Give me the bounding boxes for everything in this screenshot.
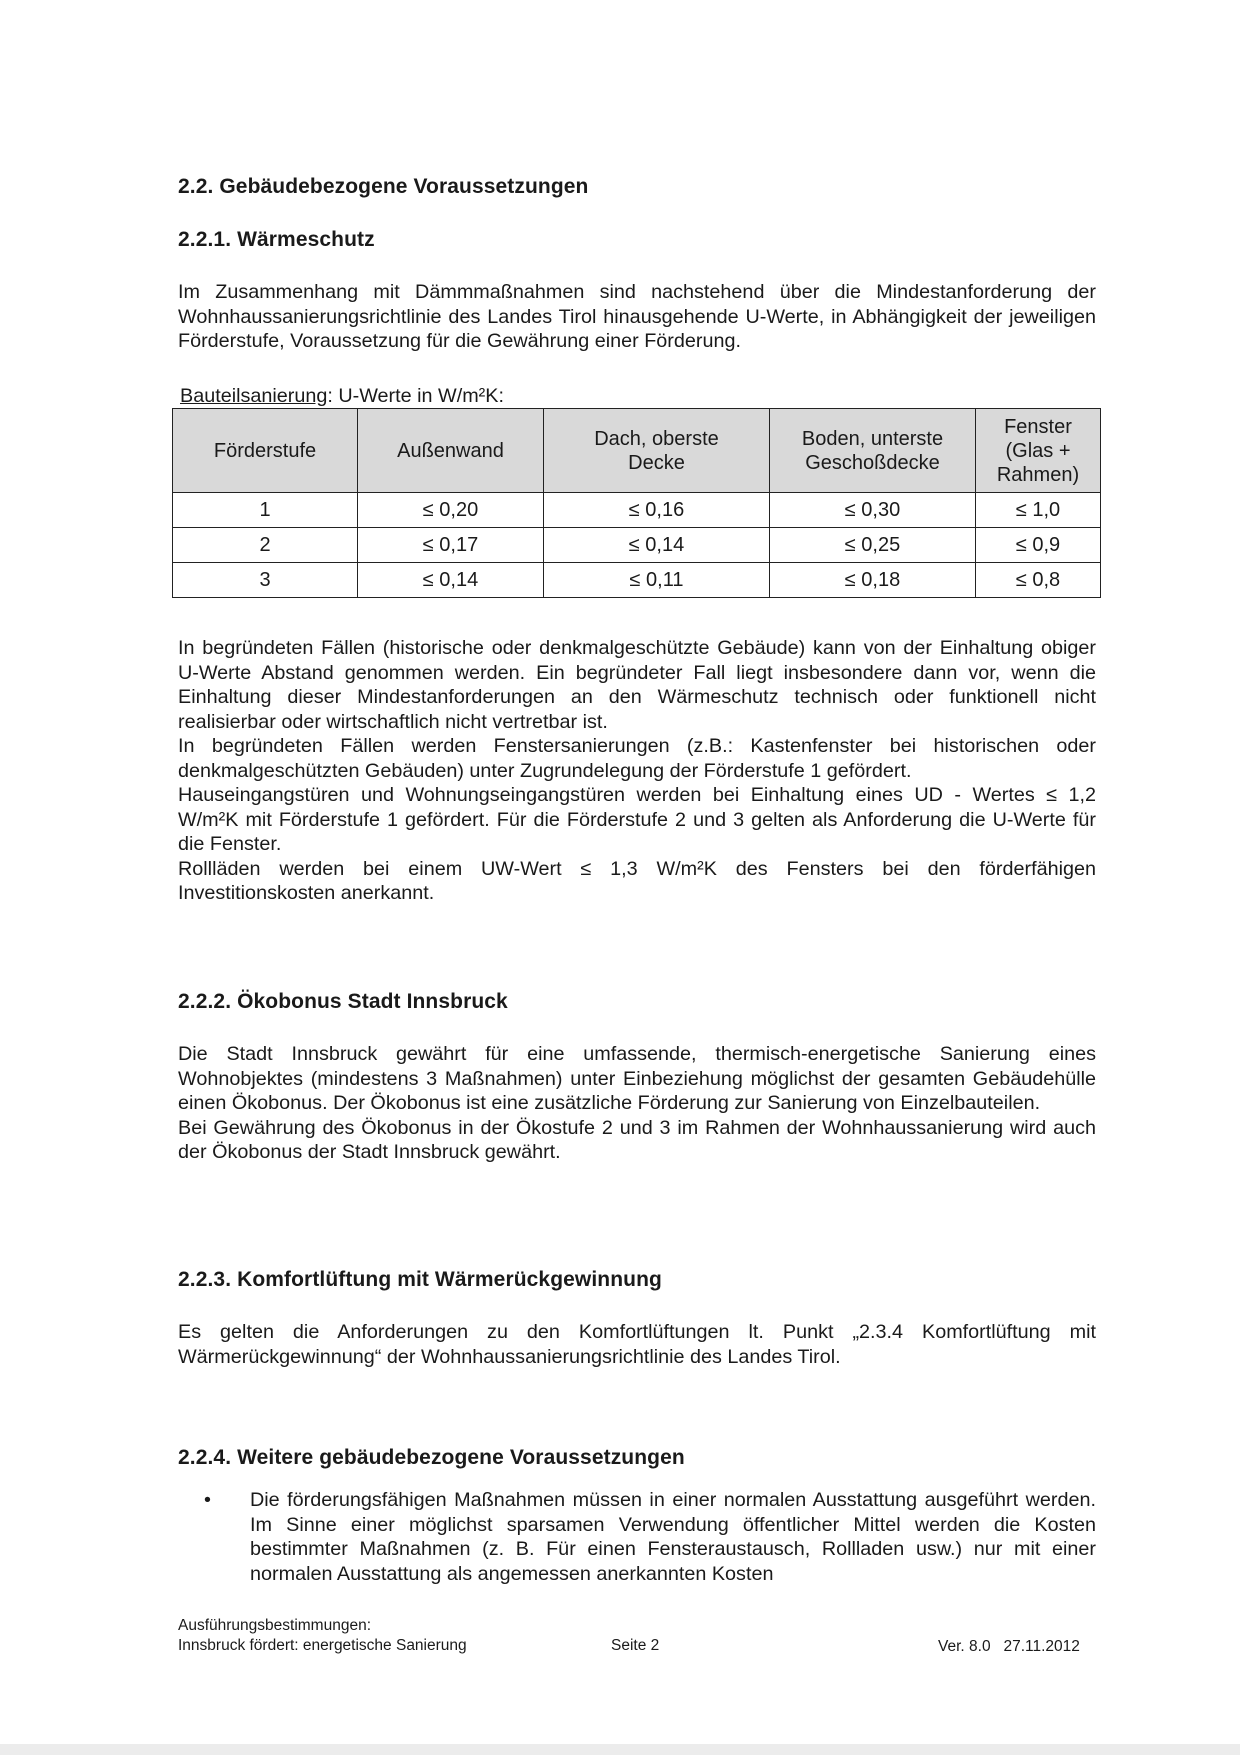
table-cell: ≤ 0,30 bbox=[770, 493, 976, 528]
table-row bbox=[173, 493, 1101, 528]
table-caption-underlined: Bauteilsanierung bbox=[180, 385, 328, 407]
paragraph-oekobonus-2: Bei Gewährung des Ökobonus in der Ökostufe 2 und 3 im Rahmen der Wohnhaussanierung wird auch der Ökobonus der Stadt Innsbruck gewährt. bbox=[178, 1116, 1096, 1163]
table-cell: ≤ 0,14 bbox=[544, 528, 770, 563]
table-caption-rest: : U-Werte in W/m²K: bbox=[327, 385, 504, 407]
heading-2-2-2: 2.2.2. Ökobonus Stadt Innsbruck bbox=[178, 990, 508, 1013]
table-cell: ≤ 0,17 bbox=[358, 528, 544, 563]
paragraph-eingangstueren: Hauseingangstüren und Wohnungseingangstüren werden bei Einhaltung eines UD - Wertes ≤ 1,2 W/m²K mit Förderstufe 1 gefördert. Für die Förderstufe 2 und 3 gelten als Anforderung die U-Werte für die Fenster. bbox=[178, 784, 1096, 855]
table-cell: ≤ 0,25 bbox=[770, 528, 976, 563]
list-item bbox=[178, 1488, 1096, 1586]
table-cell: 2 bbox=[173, 528, 358, 563]
table-cell: ≤ 0,8 bbox=[976, 563, 1101, 598]
table-cell: ≤ 0,11 bbox=[544, 563, 770, 598]
table-cell: ≤ 1,0 bbox=[976, 493, 1101, 528]
paragraph-rolllaeden: Rollläden werden bei einem UW-Wert ≤ 1,3 W/m²K des Fensters bei den förderfähigen Investitionskosten anerkannt. bbox=[178, 857, 1096, 904]
table-cell: ≤ 0,14 bbox=[358, 563, 544, 598]
heading-2-2: 2.2. Gebäudebezogene Voraussetzungen bbox=[178, 175, 589, 198]
paragraph-begruendete-faelle: In begründeten Fällen (historische oder denkmalgeschützte Gebäude) kann von der Einhaltung obiger U-Werte Abstand genommen werden. Ein begründeter Fall liegt insbesondere dann vor, wenn die Einhaltung dieser Mindestanforderungen an den Wärmeschutz technisch oder funktionell nicht realisierbar oder wirtschaftlich nicht vertretbar ist. bbox=[178, 637, 1096, 733]
table-cell: 1 bbox=[173, 493, 358, 528]
table-header-row bbox=[173, 409, 1101, 493]
footer-line-2: Innsbruck fördert: energetische Sanierung bbox=[178, 1637, 467, 1654]
scan-edge bbox=[0, 1744, 1240, 1755]
paragraph-fenstersanierungen: In begründeten Fällen werden Fenstersanierungen (z.B.: Kastenfenster bei historischen oder denkmalgeschützten Gebäuden) unter Zugrundelegung der Förderstufe 1 gefördert. bbox=[178, 735, 1096, 782]
table-header-cell: Dach, oberste Decke bbox=[544, 409, 770, 493]
u-value-table bbox=[172, 408, 1101, 598]
heading-2-2-4: 2.2.4. Weitere gebäudebezogene Voraussetzungen bbox=[178, 1446, 685, 1469]
paragraph-komfortlueftung: Es gelten die Anforderungen zu den Komfortlüftungen lt. Punkt „2.3.4 Komfortlüftung mit Wärmerückgewinnung“ der Wohnhaussanierungsrichtlinie des Landes Tirol. bbox=[178, 1321, 1096, 1368]
table-header-cell: Außenwand bbox=[358, 409, 544, 493]
table-row bbox=[173, 563, 1101, 598]
heading-2-2-3: 2.2.3. Komfortlüftung mit Wärmerückgewinnung bbox=[178, 1268, 662, 1291]
paragraph-waermeschutz-intro: Im Zusammenhang mit Dämmmaßnahmen sind nachstehend über die Mindestanforderung der Wohnhaussanierungsrichtlinie des Landes Tirol hinausgehende U-Werte, in Abhängigkeit der jeweiligen Förderstufe, Voraussetzung für die Gewährung einer Förderung. bbox=[178, 281, 1096, 352]
table-header-cell: Boden, unterste Geschoßdecke bbox=[770, 409, 976, 493]
footer-left bbox=[178, 1616, 467, 1656]
footer-line-1: Ausführungsbestimmungen: bbox=[178, 1617, 372, 1634]
table-cell: ≤ 0,18 bbox=[770, 563, 976, 598]
oekobonus-block bbox=[178, 1042, 1096, 1165]
table-header-cell: Förderstufe bbox=[173, 409, 358, 493]
footer-page-number: Seite 2 bbox=[611, 1637, 660, 1654]
footer-version: Ver. 8.0 27.11.2012 bbox=[938, 1638, 1080, 1655]
table-row bbox=[173, 528, 1101, 563]
paragraph-oekobonus-1: Die Stadt Innsbruck gewährt für eine umfassende, thermisch-energetische Sanierung eines Wohnobjektes (mindestens 3 Maßnahmen) unter Einbeziehung möglichst der gesamten Gebäudehülle einen Ökobonus. Der Ökobonus ist eine zusätzliche Förderung zur Sanierung von Einzelbauteilen. bbox=[178, 1043, 1096, 1114]
bullet-icon: • bbox=[204, 1489, 211, 1511]
requirements-list bbox=[178, 1488, 1096, 1586]
table-cell: ≤ 0,20 bbox=[358, 493, 544, 528]
table-cell: ≤ 0,16 bbox=[544, 493, 770, 528]
list-item-text: Die förderungsfähigen Maßnahmen müssen in einer normalen Ausstattung ausgeführt werden. Im Sinne einer möglichst sparsamen Verwendung öffentlicher Mittel werden die Kosten bestimmter Maßnahmen (z. B. Für einen Fensteraustausch, Rollladen usw.) nur mit einer normalen Ausstattung als angemessen anerkannten Kosten bbox=[250, 1489, 1096, 1585]
waermeschutz-exceptions-block bbox=[178, 636, 1096, 906]
table-cell: 3 bbox=[173, 563, 358, 598]
heading-2-2-1: 2.2.1. Wärmeschutz bbox=[178, 228, 375, 251]
table-header-cell: Fenster (Glas + Rahmen) bbox=[976, 409, 1101, 493]
table-caption bbox=[180, 385, 504, 408]
table-cell: ≤ 0,9 bbox=[976, 528, 1101, 563]
